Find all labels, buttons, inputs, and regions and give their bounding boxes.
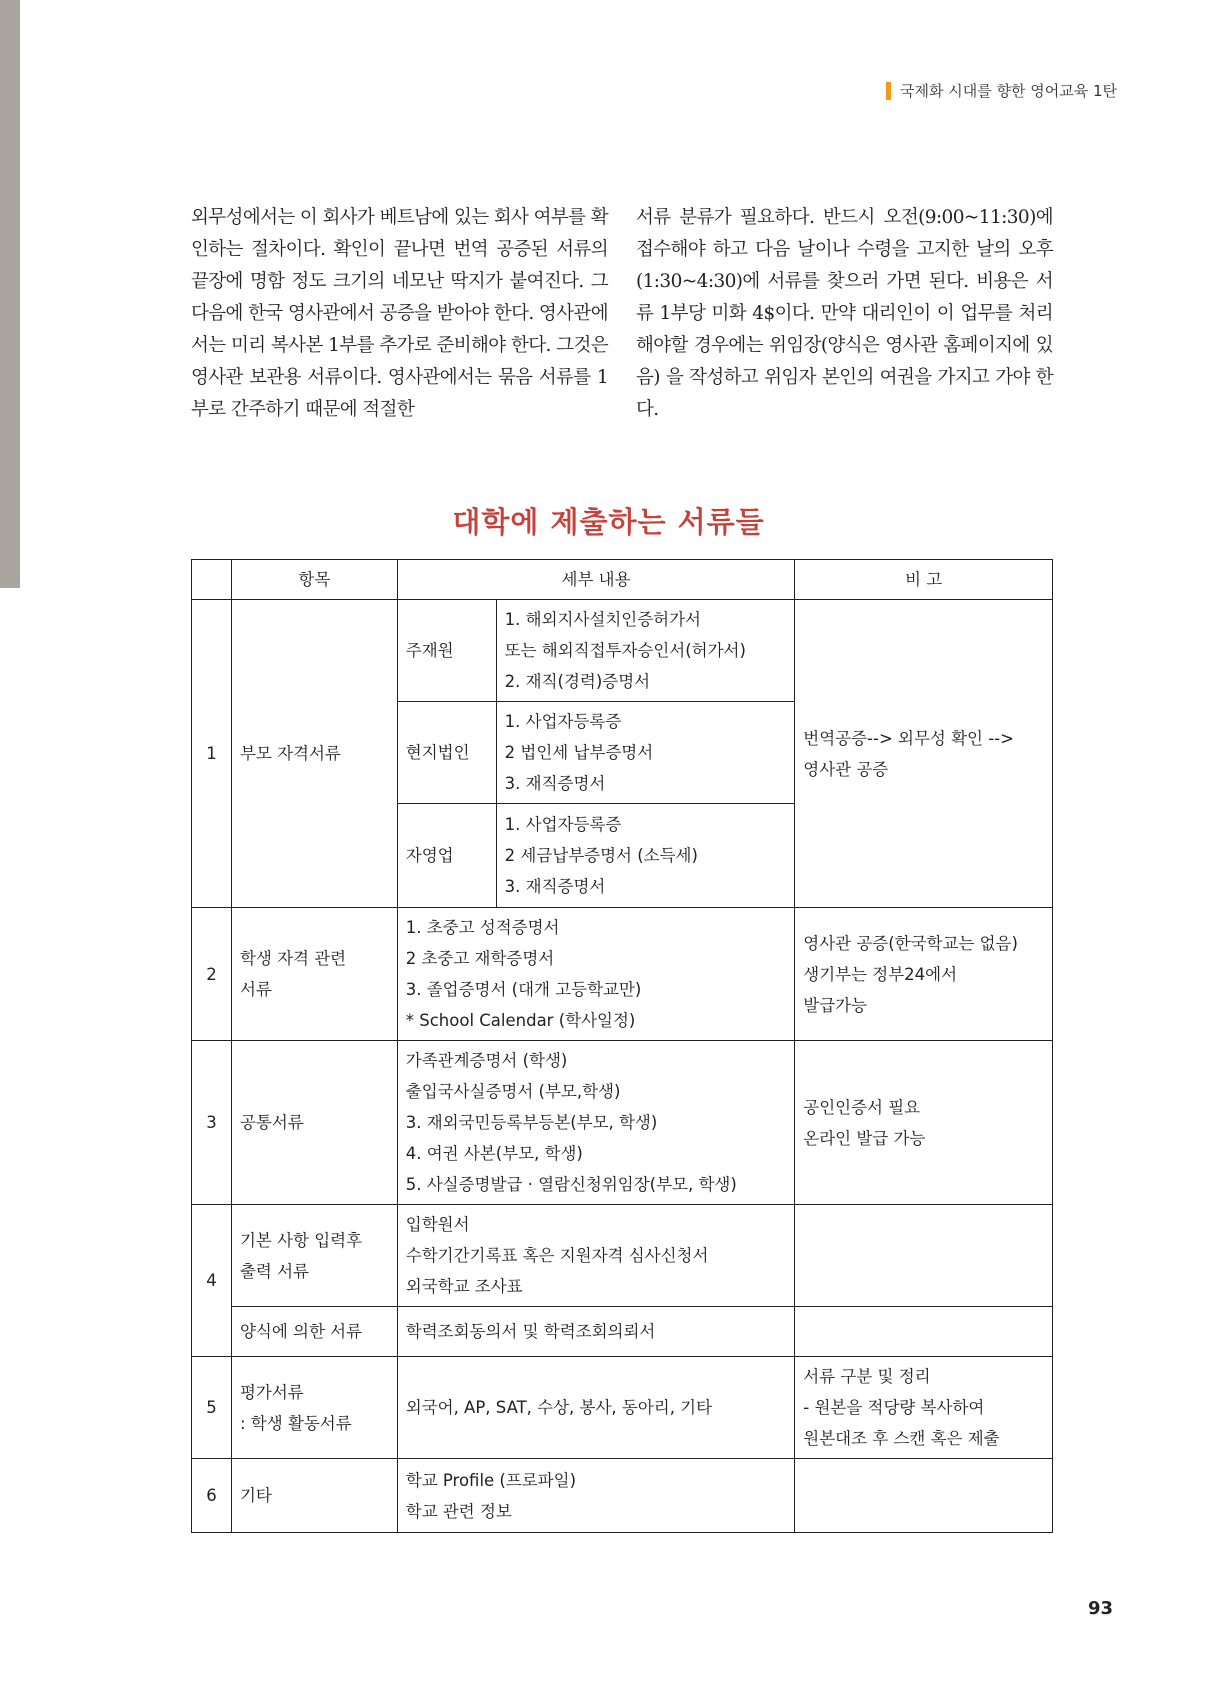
row-detail: 학력조회동의서 및 학력조회의뢰서 — [397, 1307, 795, 1357]
table-row — [192, 1357, 1053, 1459]
table-header-row — [192, 560, 1053, 600]
row-note: 번역공증--> 외무성 확인 --> 영사관 공증 — [795, 600, 1053, 908]
row-item: 기본 사항 입력후 출력 서류 — [231, 1205, 397, 1307]
header-accent-mark — [886, 82, 891, 100]
header-detail: 세부 내용 — [397, 560, 795, 600]
row-number: 1 — [192, 600, 232, 908]
header-title: 국제화 시대를 향한 영어교육 1탄 — [900, 82, 1117, 100]
row-note — [795, 1205, 1053, 1307]
row-note — [795, 1307, 1053, 1357]
header-num — [192, 560, 232, 600]
row-item: 학생 자격 관련 서류 — [231, 908, 397, 1041]
table-row — [192, 908, 1053, 1041]
table-row — [192, 600, 1053, 702]
body-column-left: 외무성에서는 이 회사가 베트남에 있는 회사 여부를 확인하는 절차이다. 확인이 끝나면 번역 공증된 서류의 끝장에 명함 정도 크기의 네모난 딱지가 붙여진다. 그다음에 한국 영사관에서 공증을 받아야 한다. 영사관에서는 미리 복사본 1부를 추가로 준비해야 한다. 그것은 영사관 보관용 서류이다. 영사관에서는 묶음 서류를 1부로 간주하기 때문에 적절한 — [191, 207, 608, 420]
row-number: 4 — [192, 1205, 232, 1357]
row-detail: 외국어, AP, SAT, 수상, 봉사, 동아리, 기타 — [397, 1357, 795, 1459]
row-item: 평가서류 : 학생 활동서류 — [231, 1357, 397, 1459]
row-note — [795, 1459, 1053, 1533]
row-item: 공통서류 — [231, 1041, 397, 1205]
section-title: 대학에 제출하는 서류들 — [452, 505, 765, 539]
running-header — [886, 80, 1117, 101]
sub-detail: 1. 사업자등록증 2 법인세 납부증명서 3. 재직증명서 — [496, 702, 795, 804]
row-detail: 학교 Profile (프로파일) 학교 관련 정보 — [397, 1459, 795, 1533]
row-detail: 입학원서 수학기간기록표 혹은 지원자격 심사신청서 외국학교 조사표 — [397, 1205, 795, 1307]
table-row — [192, 1459, 1053, 1533]
page-number: 93 — [1088, 1598, 1114, 1619]
row-item: 기타 — [231, 1459, 397, 1533]
table-row — [192, 1041, 1053, 1205]
documents-table — [191, 559, 1053, 1533]
row-number: 5 — [192, 1357, 232, 1459]
sub-detail: 1. 해외지사설치인증허가서 또는 해외직접투자승인서(허가서) 2. 재직(경력)증명서 — [496, 600, 795, 702]
header-note: 비 고 — [795, 560, 1053, 600]
row-note: 공인인증서 필요 온라인 발급 가능 — [795, 1041, 1053, 1205]
sub-label: 주재원 — [397, 600, 496, 702]
body-column-right: 서류 분류가 필요하다. 반드시 오전(9:00~11:30)에 접수해야 하고 다음 날이나 수령을 고지한 날의 오후(1:30~4:30)에 서류를 찾으러 가면 된다. 비용은 서류 1부당 미화 4$이다. 만약 대리인이 이 업무를 처리해야할 경우에는 위임장(양식은 영사관 홈페이지에 있음) 을 작성하고 위임자 본인의 여권을 가지고 가야 한다. — [636, 207, 1053, 420]
row-note: 영사관 공증(한국학교는 없음) 생기부는 정부24에서 발급가능 — [795, 908, 1053, 1041]
row-item: 부모 자격서류 — [231, 600, 397, 908]
sub-label: 현지법인 — [397, 702, 496, 804]
table-row — [192, 1205, 1053, 1307]
row-item: 양식에 의한 서류 — [231, 1307, 397, 1357]
row-detail: 가족관계증명서 (학생) 출입국사실증명서 (부모,학생) 3. 재외국민등록부등본(부모, 학생) 4. 여권 사본(부모, 학생) 5. 사실증명발급 · 열람신청위임장(부모, 학생) — [397, 1041, 795, 1205]
sub-label: 자영업 — [397, 804, 496, 908]
row-note: 서류 구분 및 정리 - 원본을 적당량 복사하여 원본대조 후 스캔 혹은 제출 — [795, 1357, 1053, 1459]
row-detail: 1. 초중고 성적증명서 2 초중고 재학증명서 3. 졸업증명서 (대개 고등학교만) * School Calendar (학사일정) — [397, 908, 795, 1041]
sub-detail: 1. 사업자등록증 2 세금납부증명서 (소득세) 3. 재직증명서 — [496, 804, 795, 908]
row-number: 6 — [192, 1459, 232, 1533]
body-text — [191, 202, 1053, 426]
header-item: 항목 — [231, 560, 397, 600]
table-row — [192, 1307, 1053, 1357]
row-number: 2 — [192, 908, 232, 1041]
row-number: 3 — [192, 1041, 232, 1205]
